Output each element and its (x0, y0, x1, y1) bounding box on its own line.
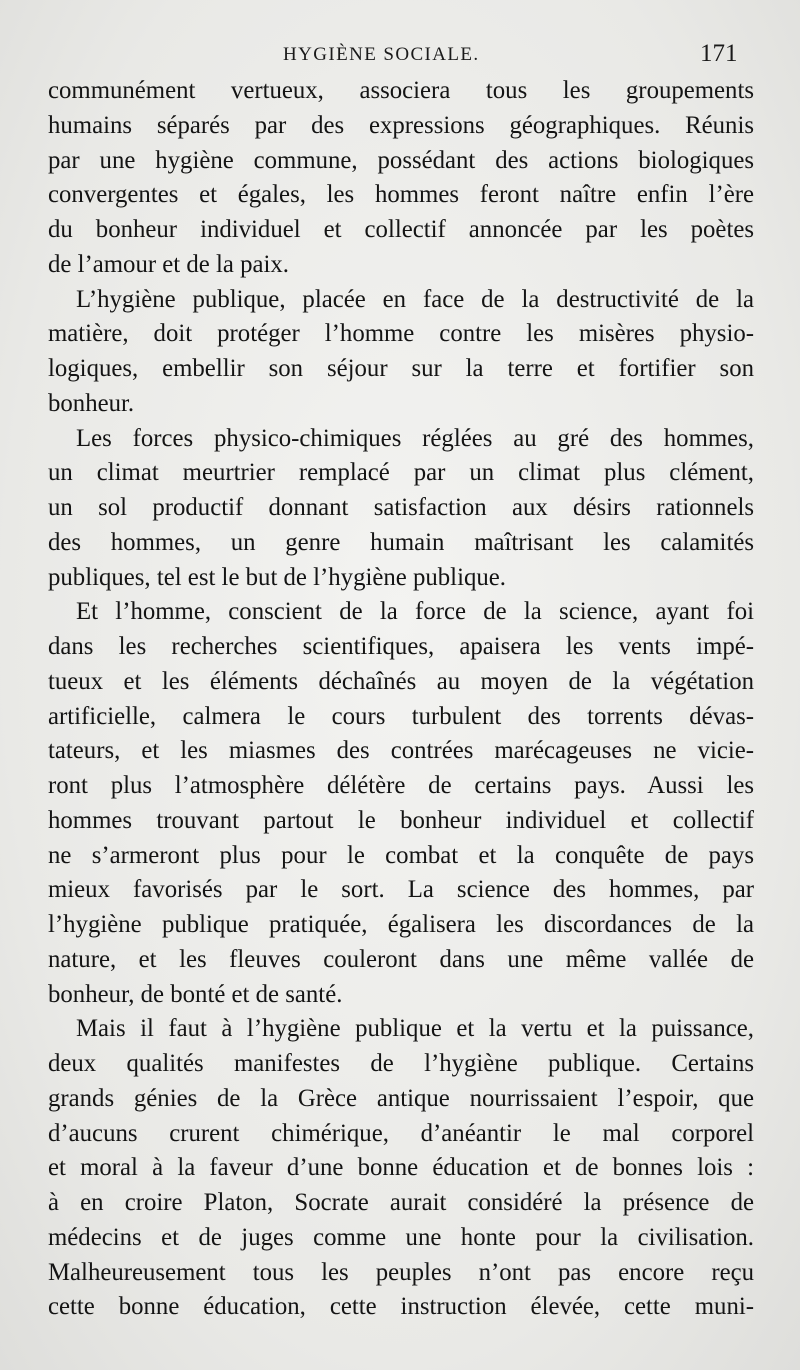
text-line: humains séparés par des expressions géographiques. Réunis (48, 111, 754, 139)
text-line: de l’amour et de la paix. (48, 250, 289, 278)
text-line: communément vertueux, associera tous les groupements (48, 77, 754, 104)
text-line: tateurs, et les miasmes des contrées marécageuses ne vicie- (48, 737, 754, 765)
running-title: HYGIÈNE SOCIALE. (283, 44, 480, 65)
text-line: ront plus l’atmosphère délétère de certains pays. Aussi les (48, 772, 754, 799)
text-line: matière, doit protéger l’homme contre les misères physio- (48, 320, 754, 348)
text-line: par une hygiène commune, possédant des actions biologiques (48, 146, 754, 174)
body-text (48, 74, 754, 1325)
text-line: ne s’armeront plus pour le combat et la conquête de pays (48, 841, 754, 869)
text-line: dans les recherches scientifiques, apaisera les vents impé- (48, 633, 754, 660)
text-line: Les forces physico-chimiques réglées au gré des hommes, (76, 424, 754, 452)
text-line: artificielle, calmera le cours turbulent des torrents dévas- (48, 702, 754, 730)
text-line: et moral à la faveur d’une bonne éducation et de bonnes lois : (48, 1154, 754, 1182)
text-line: logiques, embellir son séjour sur la terre et fortifier son (48, 355, 754, 382)
text-line: convergentes et égales, les hommes feront naître enfin l’ère (48, 181, 754, 209)
text-line: l’hygiène publique pratiquée, égalisera les discordances de la (48, 911, 754, 938)
text-line: tueux et les éléments déchaînés au moyen de la végétation (48, 667, 754, 695)
text-line: bonheur, de bonté et de santé. (48, 980, 343, 1008)
text-line: grands génies de la Grèce antique nourrissaient l’espoir, que (48, 1084, 754, 1112)
page-header (0, 40, 800, 74)
page-number: 171 (700, 40, 738, 67)
text-line: publiques, tel est le but de l’hygiène publique. (48, 563, 506, 591)
text-line: des hommes, un genre humain maîtrisant les calamités (48, 528, 754, 556)
text-line: bonheur. (48, 389, 135, 417)
text-line: à en croire Platon, Socrate aurait considéré la présence de (48, 1189, 754, 1216)
text-line: d’aucuns crurent chimérique, d’anéantir le mal corporel (48, 1119, 754, 1147)
text-line: du bonheur individuel et collectif annoncée par les poètes (48, 216, 754, 243)
text-line: un sol productif donnant satisfaction aux désirs rationnels (48, 494, 754, 521)
text-line: un climat meurtrier remplacé par un climat plus clément, (48, 459, 754, 487)
text-line: hommes trouvant partout le bonheur individuel et collectif (48, 806, 754, 834)
text-line: cette bonne éducation, cette instruction élevée, cette muni- (48, 1293, 754, 1321)
text-line: Malheureusement tous les peuples n’ont pas encore reçu (48, 1258, 754, 1286)
text-line: nature, et les fleuves couleront dans une même vallée de (48, 945, 754, 973)
text-line: mieux favorisés par le sort. La science des hommes, par (48, 876, 754, 904)
text-line: deux qualités manifestes de l’hygiène publique. Certains (48, 1050, 754, 1077)
text-line: Mais il faut à l’hygiène publique et la vertu et la puissance, (76, 1015, 754, 1043)
text-line: Et l’homme, conscient de la force de la science, ayant foi (76, 598, 754, 626)
text-line: L’hygiène publique, placée en face de la destructivité de la (76, 285, 754, 313)
text-line: médecins et de juges comme une honte pour la civilisation. (48, 1223, 754, 1251)
